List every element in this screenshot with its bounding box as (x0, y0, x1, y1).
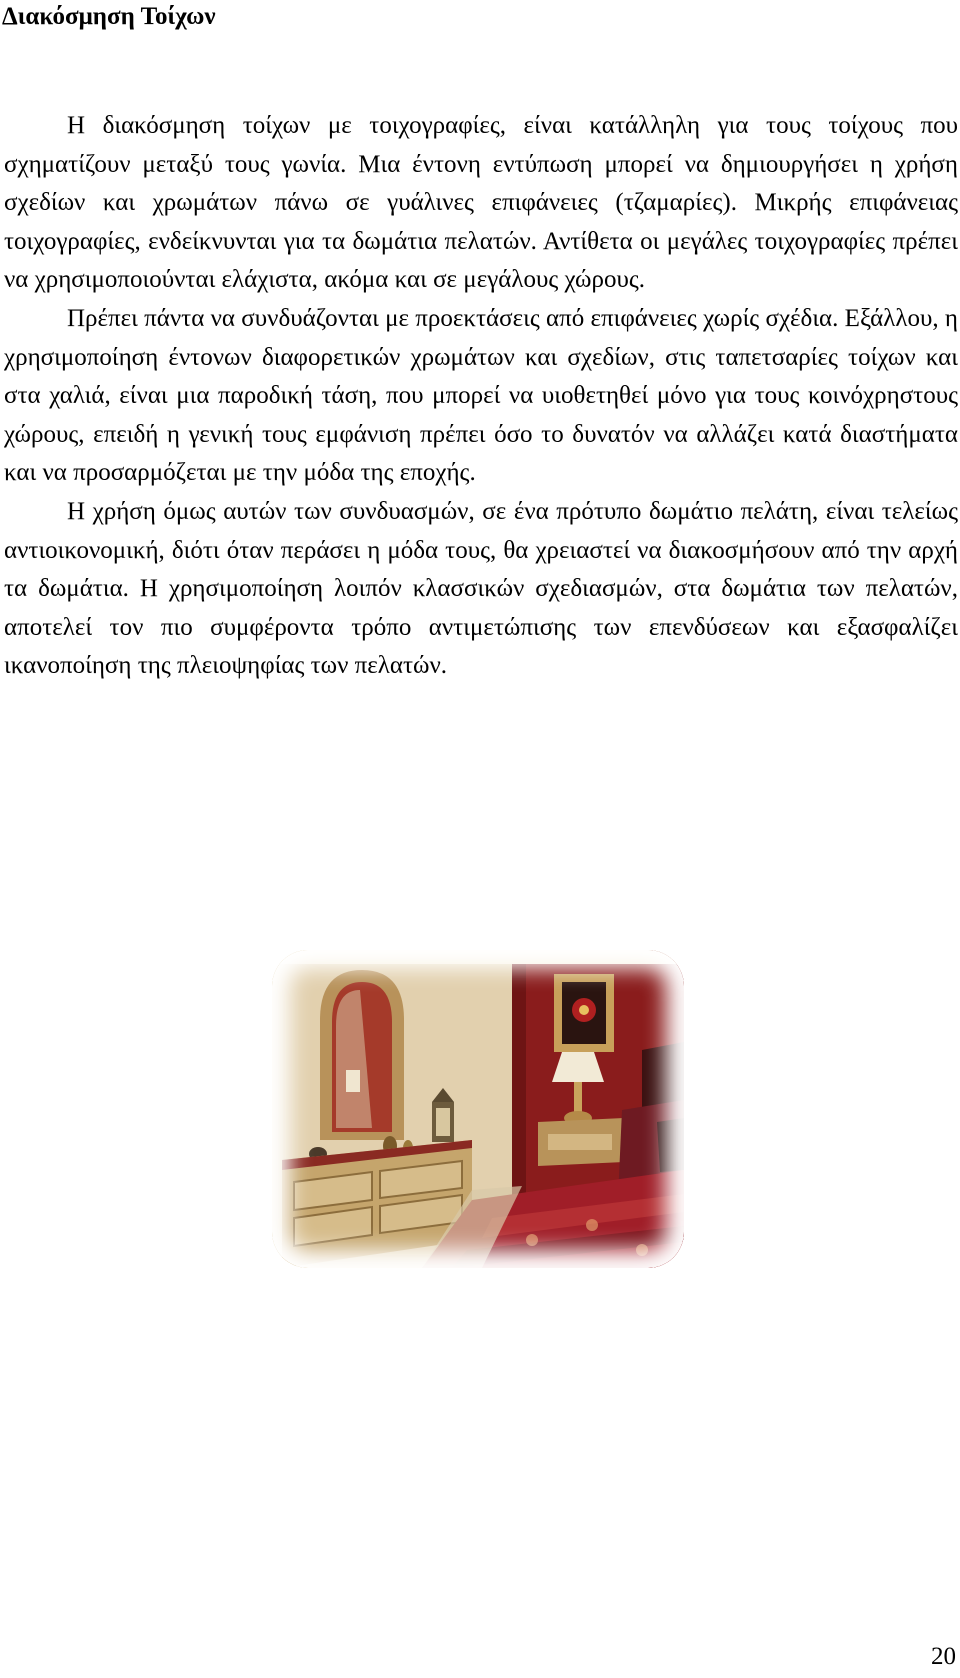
bedroom-photo (272, 950, 684, 1268)
bedroom-photo-illustration (272, 950, 684, 1268)
paragraph-3: Η χρήση όμως αυτών των συνδυασμών, σε ένα πρότυπο δωμάτιο πελάτη, είναι τελείως αντιοικονομική, διότι όταν περάσει η μόδα τους, θα χρειαστεί να διακοσμήσουν από την αρχή τα δωμάτια. Η χρησιμοποίηση λοιπόν κλασσικών σχεδιασμών, στα δωμάτια των πελατών, αποτελεί τον πιο συμφέροντα τρόπο αντιμετώπισης των επενδύσεων και εξασφαλίζει ικανοποίηση της πλειοψηφίας των πελατών. (4, 497, 958, 680)
framed-picture (554, 974, 614, 1052)
page-title: Διακόσμηση Τοίχων (2, 3, 216, 30)
body-text (4, 107, 958, 686)
arched-mirror (320, 970, 404, 1140)
paragraph-1: Η διακόσμηση τοίχων με τοιχογραφίες, είναι κατάλληλη για τους τοίχους που σχηματίζουν μεταξύ τους γωνία. Μια έντονη εντύπωση μπορεί να δημιουργήσει η χρήση σχεδίων και χρωμάτων πάνω σε γυάλινες επιφάνειες (τζαμαρίες). Μικρής επιφάνειας τοιχογραφίες, ενδείκνυνται για τα δωμάτια πελατών. Αντίθετα οι μεγάλες τοιχογραφίες πρέπει να χρησιμοποιούνται ελάχιστα, ακόμα και σε μεγάλους χώρους. (4, 112, 958, 294)
page-number: 20 (931, 1643, 956, 1670)
paragraph-2: Πρέπει πάντα να συνδυάζονται με προεκτάσεις από επιφάνειες χωρίς σχέδια. Εξάλλου, η χρησιμοποίηση έντονων διαφορετικών χρωμάτων και σχεδίων, στις ταπετσαρίες τοίχων και στα χαλιά, είναι μια παροδική τάση, που μπορεί να υιοθετηθεί μόνο για τους κοινόχρηστους χώρους, επειδή η γενική τους εμφάνιση πρέπει όσο το δυνατόν να αλλάζει κατά διαστήματα και να προσαρμόζεται με την μόδα της εποχής. (4, 304, 958, 487)
